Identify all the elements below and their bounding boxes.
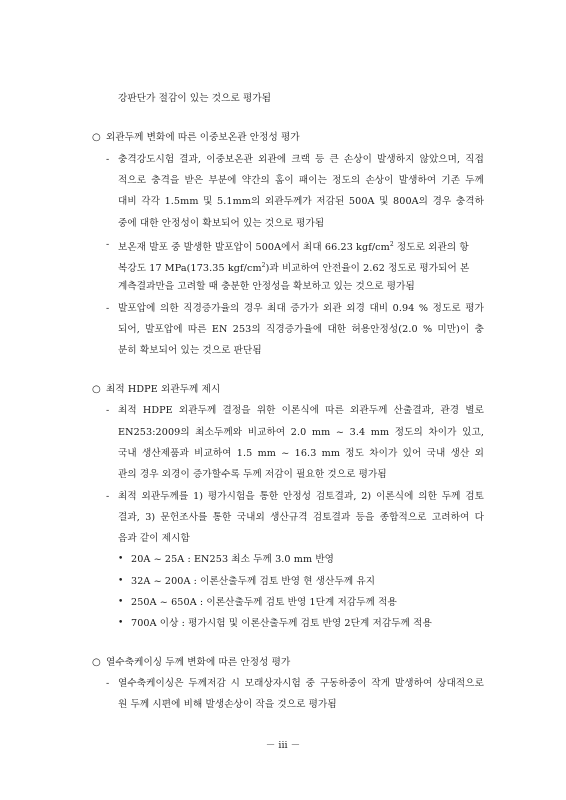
continued-text-line: 강판단가 절감이 있는 것으로 평가됨	[118, 93, 272, 104]
superscript: 2	[389, 241, 394, 248]
bullet-item: 700A 이상 : 평가시험 및 이론산출두께 검토 반영 2단계 저감두께 적용	[131, 618, 432, 629]
bullet-item: 250A ~ 650A : 이론산출두께 검토 반영 1단계 저감두께 적용	[131, 597, 397, 608]
text-segment: 복강도 17 MPa(173.35 kgf/cm	[118, 263, 262, 275]
bullet-marker: •	[118, 576, 124, 586]
paragraph-line	[118, 259, 469, 275]
paragraph-line	[118, 238, 469, 254]
dash-marker: -	[106, 239, 110, 250]
paragraph-line: 대비 각각 1.5mm 및 5.1mm의 외관두께가 저감된 500A 및 800A의 경우 충격하	[118, 196, 484, 207]
bullet-item: 20A ~ 25A : EN253 최소 두께 3.0 mm 반영	[131, 554, 335, 565]
paragraph-line: 중에 대한 안정성이 확보되어 있는 것으로 평가됨	[118, 218, 325, 229]
bullet-marker: •	[118, 554, 124, 564]
paragraph-line: 적으로 충격을 받은 부분에 약간의 홈이 패이는 정도의 손상이 발생하여 기존 두께	[118, 175, 484, 186]
bullet-marker: •	[118, 597, 124, 607]
text-segment: 정도로 외관의 항	[393, 242, 469, 254]
dash-marker: -	[106, 154, 110, 165]
paragraph-line: 최적 외관두께를 1) 평가시험을 통한 안정성 검토결과, 2) 이론식에 의한 두께 검토	[118, 491, 484, 502]
paragraph-line: EN253:2009의 최소두께와 비교하여 2.0 mm ~ 3.4 mm 정도의 차이가 있고,	[118, 427, 484, 438]
dash-marker: -	[106, 303, 110, 314]
text-segment: )과 비교하여 안전율이 2.62 정도로 평가되어 본	[265, 263, 470, 275]
section-heading: 열수축케이싱 두께 변화에 따른 안정성 평가	[106, 657, 291, 668]
text-segment: 보온재 발포 중 발생한 발포압이 500A에서 최대 66.23 kgf/cm	[118, 242, 390, 254]
paragraph-line: 발포압에 의한 직경증가율의 경우 최대 증가가 외관 외경 대비 0.94 % 정도로 평가	[118, 303, 484, 314]
bullet-marker: •	[118, 618, 124, 628]
dash-marker: -	[106, 405, 110, 416]
dash-marker: -	[106, 678, 110, 689]
paragraph-line: 국내 생산제품과 비교하여 1.5 mm ~ 16.3 mm 정도 차이가 있어 국내 생산 외	[118, 448, 484, 459]
paragraph-line: 최적 HDPE 외관두께 결정을 위한 이론식에 따른 외관두께 산출결과, 관경 별로	[118, 405, 484, 416]
paragraph-line: 열수축케이싱은 두께저감 시 모래상자시험 중 구동하중이 작게 발생하여 상대적으로	[118, 678, 484, 689]
paragraph-line: 결과, 3) 문헌조사를 통한 국내외 생산규격 검토결과 등을 종합적으로 고려하여 다	[118, 512, 484, 523]
section-circle-marker: ○	[92, 384, 101, 395]
paragraph-line: 충격강도시험 결과, 이중보온관 외관에 크랙 등 큰 손상이 발생하지 않았으며, 직접	[118, 154, 484, 165]
paragraph-line: 되어, 발포압에 따른 EN 253의 직경증가율에 대한 허용안정성(2.0 % 미만)이 충	[118, 324, 484, 335]
paragraph-line: 관의 경우 외경이 증가할수록 두께 저감이 필요한 것으로 평가됨	[118, 469, 387, 480]
paragraph-line: 계측결과만을 고려할 때 충분한 안정성을 확보하고 있는 것으로 평가됨	[118, 281, 415, 292]
section-circle-marker: ○	[92, 132, 101, 143]
page-number: － iii －	[265, 740, 301, 751]
paragraph-line: 음과 같이 제시함	[118, 533, 190, 544]
bullet-item: 32A ~ 200A : 이론산출두께 검토 반영 현 생산두께 유지	[131, 576, 376, 587]
superscript: 2	[261, 262, 266, 269]
paragraph-line: 원 두께 시편에 비해 발생손상이 작을 것으로 평가됨	[118, 699, 337, 710]
section-heading: 외관두께 변화에 따른 이중보온관 안정성 평가	[106, 132, 300, 143]
dash-marker: -	[106, 491, 110, 502]
section-heading: 최적 HDPE 외관두께 제시	[106, 384, 221, 395]
paragraph-line: 분히 확보되어 있는 것으로 판단됨	[118, 345, 262, 356]
section-circle-marker: ○	[92, 657, 101, 668]
